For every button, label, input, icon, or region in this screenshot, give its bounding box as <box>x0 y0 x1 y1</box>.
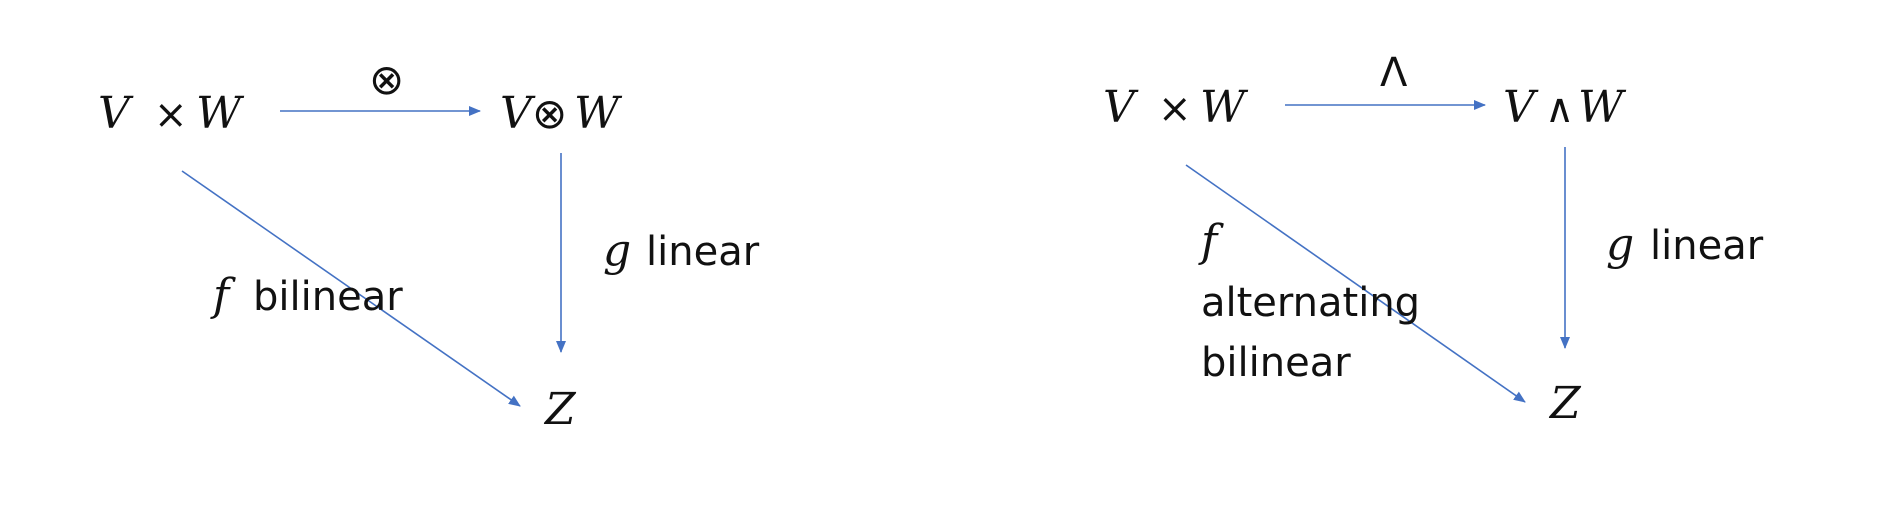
wedge-source-v: V <box>1103 82 1135 133</box>
tensor-source-w: W <box>196 88 242 139</box>
tensor-source-v: V <box>98 88 130 139</box>
wedge-target-v: V <box>1503 82 1535 133</box>
wedge-product-diagram <box>1103 50 1764 429</box>
wedge-source-times: × <box>1158 86 1192 132</box>
wedge-f-label-line2: bilinear <box>1201 340 1351 386</box>
tensor-product-diagram <box>98 55 760 435</box>
wedge-f-label-line1: alternating <box>1201 280 1421 326</box>
wedge-source-w: W <box>1200 82 1246 133</box>
tensor-target-w: W <box>574 88 620 139</box>
tensor-f-label: bilinear <box>253 274 403 320</box>
wedge-target-op: ∧ <box>1545 86 1575 132</box>
tensor-target-op: ⊗ <box>532 89 568 138</box>
tensor-f-symbol: f <box>213 270 230 321</box>
tensor-target-v: V <box>500 88 532 139</box>
wedge-z: Z <box>1550 378 1581 429</box>
wedge-g-symbol: g <box>1606 219 1635 270</box>
wedge-target-w: W <box>1578 82 1624 133</box>
tensor-z: Z <box>545 384 576 435</box>
tensor-g-symbol: g <box>603 225 632 276</box>
wedge-map-symbol: Λ <box>1380 50 1408 96</box>
wedge-f-symbol: f <box>1201 216 1218 267</box>
tensor-g-label: linear <box>646 229 760 275</box>
wedge-g-label: linear <box>1650 223 1764 269</box>
tensor-source-times: × <box>154 92 188 138</box>
tensor-map-symbol: ⊗ <box>369 55 405 104</box>
